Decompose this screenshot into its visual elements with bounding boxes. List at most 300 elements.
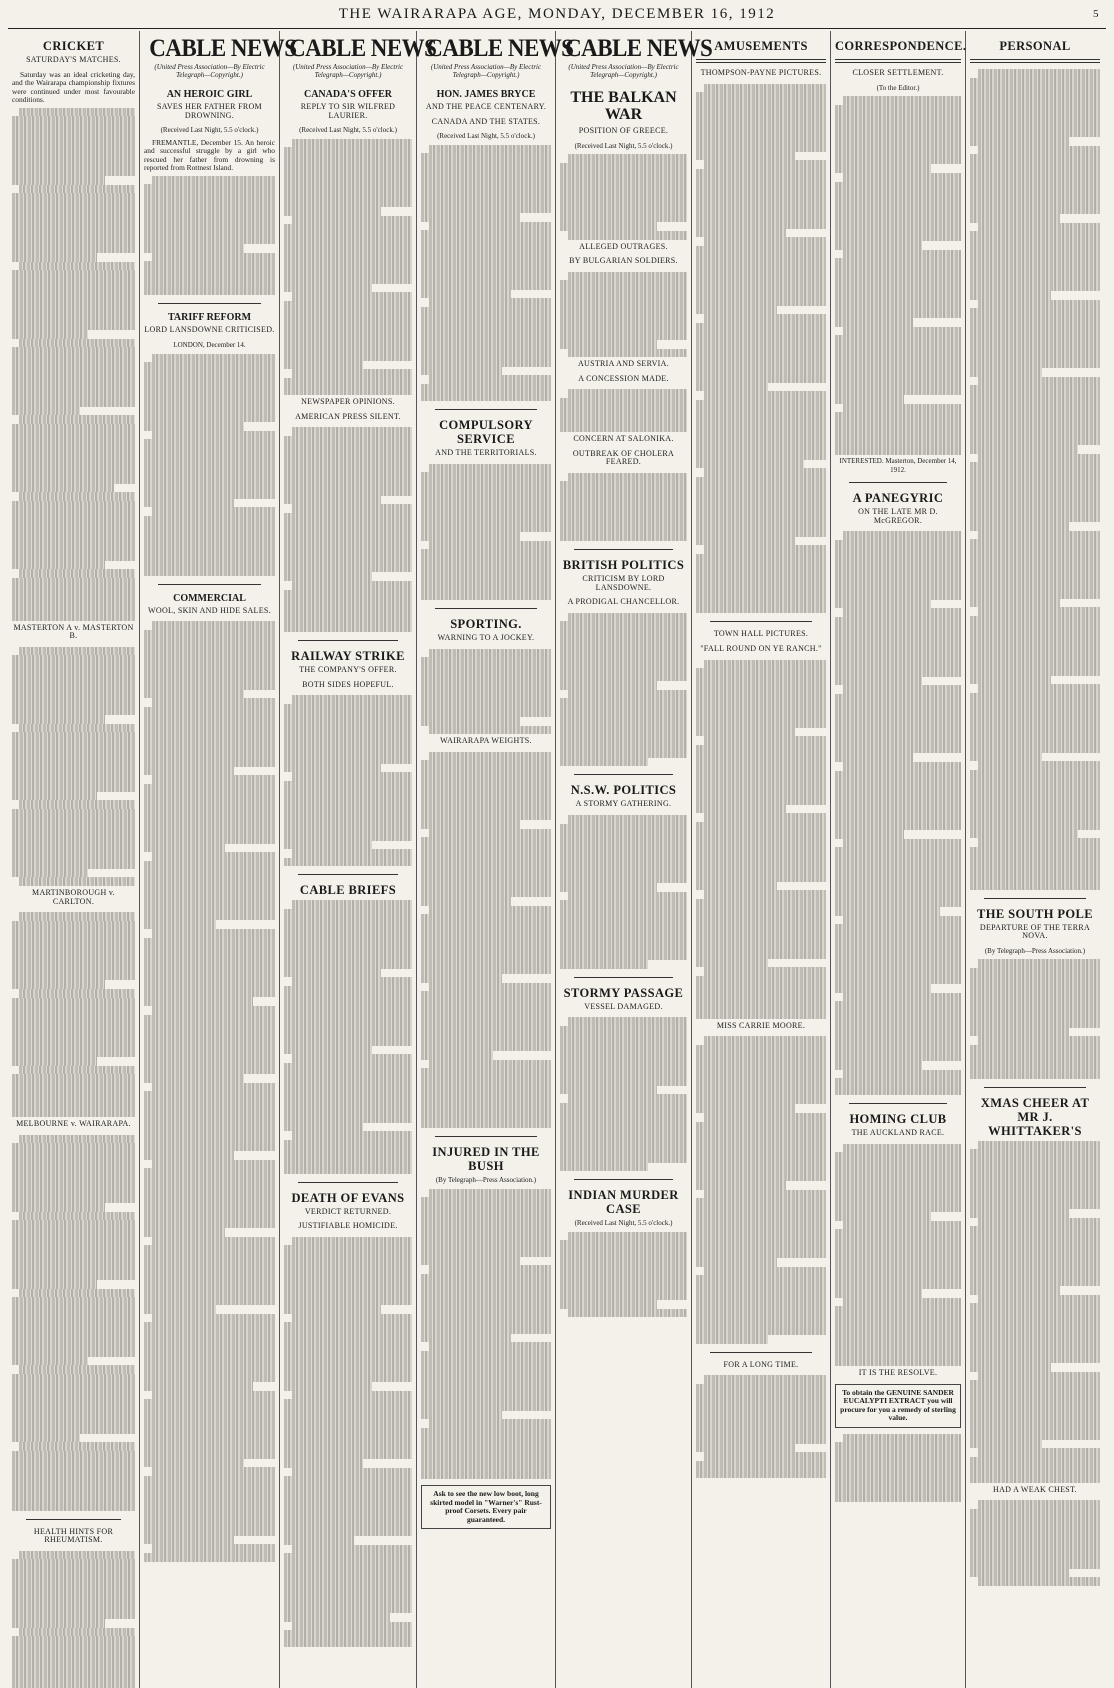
text-line: [843, 993, 961, 1002]
text-line: [284, 1305, 381, 1314]
cable-credit: (United Press Association—By Electric Telegraph—Copyright.): [154, 63, 265, 79]
text-line: [835, 899, 961, 908]
text-line: [560, 507, 687, 516]
subheading: CRITICISM BY LORD LANSDOWNE.: [582, 573, 665, 592]
text-line: [970, 813, 1100, 822]
text-line: [152, 1237, 275, 1246]
text-line: [560, 841, 687, 850]
text-line: [12, 1006, 135, 1015]
subheading: TOWN HALL PICTURES.: [713, 629, 809, 639]
text-line: [421, 1077, 551, 1086]
subheading: AUSTRIA AND SERVIA.: [577, 359, 670, 369]
subheading: JUSTIFIABLE HOMICIDE.: [298, 1221, 398, 1231]
text-line: [560, 331, 687, 340]
text-line: [978, 607, 1100, 616]
text-line: [284, 909, 412, 918]
text-line: [560, 1052, 687, 1061]
text-line: [284, 181, 412, 190]
text-line: [970, 248, 1100, 257]
text-line: [696, 1233, 826, 1242]
text-line: [284, 704, 412, 713]
text-line: [284, 1596, 412, 1605]
text-line: [704, 660, 826, 669]
text-line: [835, 1442, 961, 1451]
heading-cricket: CRICKET: [42, 39, 105, 53]
text-line: [560, 943, 687, 952]
text-line: [970, 1337, 1100, 1346]
text-line: [970, 985, 1100, 994]
text-line: [144, 673, 275, 682]
text-line: [284, 147, 412, 156]
text-line: [835, 805, 961, 814]
text-line: [152, 621, 275, 630]
text-line: [560, 732, 687, 741]
text-line: [421, 1462, 551, 1471]
dateline: (Received Last Night, 5.5 o'clock.): [299, 126, 397, 135]
text-line: [696, 839, 826, 848]
body-text: [560, 1232, 687, 1317]
text-line: [696, 1392, 826, 1401]
text-line: [421, 204, 551, 213]
text-line: [843, 839, 961, 848]
text-line: [421, 923, 551, 932]
text-line: [835, 438, 961, 447]
text-line: [696, 1156, 826, 1165]
text-line: [568, 389, 687, 398]
text-line: [429, 829, 551, 838]
text-line: [696, 1418, 826, 1427]
text-line: [421, 213, 520, 222]
text-line: [284, 1579, 412, 1588]
text-line: [696, 272, 826, 281]
text-line: [560, 866, 687, 875]
text-line: [421, 957, 551, 966]
text-line: [696, 477, 826, 486]
text-line: [284, 1245, 412, 1254]
text-line: [144, 1279, 275, 1288]
text-line: [835, 583, 961, 592]
text-line: [568, 1017, 687, 1026]
text-line: [835, 1272, 961, 1281]
text-line: [284, 590, 412, 599]
text-line: [144, 287, 275, 296]
text-line: [284, 284, 372, 293]
text-line: [12, 860, 135, 869]
text-line: [152, 176, 275, 185]
text-line: [970, 163, 1100, 172]
text-line: [12, 1049, 135, 1058]
text-line: [970, 1010, 1100, 1019]
text-line: [970, 154, 1100, 163]
text-line: [12, 1451, 135, 1460]
text-line: [144, 1442, 275, 1451]
text-line: [284, 241, 412, 250]
text-line: [284, 1587, 412, 1596]
text-line: [144, 801, 275, 810]
text-line: [696, 942, 826, 951]
text-line: [144, 1185, 275, 1194]
salutation: (To the Editor.): [876, 83, 920, 92]
heading-death-of-evans: DEATH OF EVANS: [291, 1190, 405, 1205]
column-amusements: [692, 31, 831, 1688]
text-line: [12, 980, 105, 989]
text-line: [19, 724, 135, 733]
text-line: [835, 105, 961, 114]
text-line: [284, 190, 412, 199]
body-text: [12, 647, 135, 886]
text-line: [696, 366, 826, 375]
text-line: [144, 1322, 275, 1331]
text-line: [284, 1037, 412, 1046]
text-line: [835, 540, 961, 549]
text-line: [12, 698, 135, 707]
text-line: [560, 935, 687, 944]
text-line: [284, 1020, 412, 1029]
text-line: [284, 344, 412, 353]
text-line: [970, 411, 1100, 420]
text-line: [284, 1097, 412, 1106]
text-line: [970, 590, 1100, 599]
text-line: [560, 960, 648, 969]
heading-personal: PERSONAL: [999, 39, 1071, 53]
text-line: [284, 1502, 412, 1511]
text-line: [970, 180, 1100, 189]
text-line: [696, 169, 826, 178]
text-line: [421, 1445, 551, 1454]
text-line: [144, 525, 275, 534]
text-line: [144, 1450, 275, 1459]
subheading: HAD A WEAK CHEST.: [993, 1484, 1077, 1494]
text-line: [696, 1070, 826, 1079]
text-line: [970, 334, 1100, 343]
text-line: [421, 575, 551, 584]
text-line: [421, 1283, 551, 1292]
column-cricket: [8, 31, 140, 1688]
text-line: [144, 903, 275, 912]
text-line: [704, 545, 826, 554]
text-line: [144, 835, 275, 844]
text-line: [284, 1613, 390, 1622]
text-line: [12, 1645, 135, 1654]
text-line: [560, 672, 687, 681]
text-line: [284, 615, 412, 624]
heading-heroic-girl: AN HEROIC GIRL: [166, 89, 253, 100]
text-line: [696, 135, 826, 144]
text-line: [835, 344, 961, 353]
text-line: [560, 749, 687, 758]
text-line: [144, 869, 275, 878]
text-line: [284, 1105, 412, 1114]
text-line: [835, 1468, 961, 1477]
heading-sporting: SPORTING.: [450, 617, 522, 632]
text-line: [292, 581, 412, 590]
text-line: [696, 668, 826, 677]
text-line: [970, 881, 1100, 890]
text-line: [284, 1165, 412, 1174]
text-line: [12, 1023, 135, 1032]
text-line: [696, 434, 826, 443]
text-line: [843, 1144, 961, 1153]
text-line: [978, 838, 1100, 847]
body-text: [970, 959, 1100, 1079]
text-line: [12, 219, 135, 228]
text-line: [970, 659, 1100, 668]
text-line: [560, 532, 687, 541]
text-line: [568, 1232, 687, 1241]
text-line: [12, 1015, 135, 1024]
text-line: [284, 1485, 412, 1494]
subheading: NEWSPAPER OPINIONS.: [301, 397, 395, 407]
text-line: [421, 666, 551, 675]
text-line: [284, 994, 412, 1003]
text-line: [12, 1074, 135, 1083]
text-line: [144, 219, 275, 228]
paragraph-lead: Saturday was an ideal cricketing day, and the Wairarapa championship fixtures were continued under most favourable conditions.: [12, 69, 135, 105]
body-text: [835, 1434, 961, 1502]
text-line: [696, 1250, 826, 1259]
text-line: [704, 1452, 826, 1461]
text-line: [970, 1045, 1100, 1054]
heading-south-pole: THE SOUTH POLE: [976, 906, 1094, 921]
text-line: [970, 701, 1100, 710]
text-line: [421, 247, 551, 256]
text-line: [696, 1173, 826, 1182]
text-line: [152, 431, 275, 440]
text-line: [144, 784, 275, 793]
text-line: [835, 967, 961, 976]
text-line: [284, 1063, 412, 1072]
text-line: [144, 1134, 275, 1143]
text-line: [12, 125, 135, 134]
text-line: [284, 1157, 412, 1166]
text-line: [970, 993, 1100, 1002]
text-line: [835, 788, 961, 797]
text-line: [560, 724, 687, 733]
text-line: [12, 321, 135, 330]
text-line: [970, 787, 1100, 796]
text-line: [696, 254, 826, 263]
text-line: [696, 1224, 826, 1233]
text-line: [12, 929, 135, 938]
text-line: [144, 656, 275, 665]
text-line: [843, 608, 961, 617]
text-line: [421, 1051, 493, 1060]
text-line: [835, 668, 961, 677]
text-line: [12, 1408, 135, 1417]
text-line: [835, 1195, 961, 1204]
text-line: [835, 310, 961, 319]
body-text: [560, 389, 687, 432]
text-line: [835, 429, 961, 438]
text-line: [292, 977, 412, 986]
text-line: [12, 1568, 135, 1577]
text-line: [144, 750, 275, 759]
text-line: [12, 116, 135, 125]
text-line: [696, 925, 826, 934]
text-line: [12, 972, 135, 981]
text-line: [970, 710, 1100, 719]
text-line: [12, 475, 135, 484]
text-line: [284, 952, 412, 961]
text-line: [843, 685, 961, 694]
text-line: [970, 847, 1100, 856]
text-line: [284, 1630, 412, 1639]
text-line: [12, 142, 135, 151]
text-line: [421, 1102, 551, 1111]
text-line: [696, 425, 826, 434]
text-line: [970, 1552, 1100, 1561]
text-line: [978, 300, 1100, 309]
text-line: [696, 1216, 826, 1225]
text-line: [560, 490, 687, 499]
text-line: [144, 938, 275, 947]
text-line: [696, 562, 826, 571]
text-line: [568, 154, 687, 163]
text-line: [421, 837, 551, 846]
subheading: A PRODIGAL CHANCELLOR.: [567, 597, 680, 607]
text-line: [560, 188, 687, 197]
body-text: [12, 1135, 135, 1511]
text-line: [835, 1001, 961, 1010]
text-line: [12, 938, 135, 947]
text-line: [696, 331, 826, 340]
text-line: [12, 296, 135, 305]
text-line: [560, 1034, 687, 1043]
text-line: [12, 441, 135, 450]
text-line: [696, 694, 826, 703]
text-line: [704, 1267, 826, 1276]
text-line: [429, 752, 551, 761]
text-line: [970, 343, 1100, 352]
text-line: [421, 1197, 551, 1206]
text-line: [144, 193, 275, 202]
text-line: [284, 258, 412, 267]
text-line: [12, 1434, 80, 1443]
text-line: [292, 1622, 412, 1631]
text-line: [696, 1241, 826, 1250]
body-text: [560, 1017, 687, 1171]
text-line: [144, 630, 275, 639]
text-line: [568, 272, 687, 281]
body-text: [835, 531, 961, 1095]
text-line: [12, 852, 135, 861]
text-line: [144, 920, 216, 929]
text-line: [970, 633, 1100, 642]
text-line: [421, 393, 551, 402]
text-line: [284, 1416, 412, 1425]
text-line: [560, 306, 687, 315]
text-line: [835, 753, 913, 762]
text-line: [421, 760, 551, 769]
dateline: (By Telegraph—Press Association.): [435, 1175, 537, 1184]
text-line: [421, 187, 551, 196]
text-line: [284, 721, 412, 730]
text-line: [144, 1271, 275, 1280]
text-line: [292, 216, 412, 225]
text-line: [12, 1400, 135, 1409]
text-line: [560, 1111, 687, 1120]
text-line: [12, 150, 135, 159]
text-line: [421, 350, 551, 359]
text-line: [696, 502, 826, 511]
text-line: [284, 960, 412, 969]
text-line: [970, 206, 1100, 215]
text-line: [421, 803, 551, 812]
text-line: [144, 413, 275, 422]
heading-commercial: COMMERCIAL: [173, 592, 246, 604]
text-line: [292, 369, 412, 378]
text-line: [835, 1204, 961, 1213]
text-line: [696, 1079, 826, 1088]
text-line: [12, 843, 135, 852]
text-line: [144, 1203, 275, 1212]
text-line: [696, 1444, 795, 1453]
text-line: [421, 914, 551, 923]
divider: [835, 59, 961, 63]
text-line: [560, 297, 687, 306]
text-line: [560, 1249, 687, 1258]
text-line: [284, 1425, 412, 1434]
body-text: [970, 69, 1100, 890]
text-line: [696, 143, 826, 152]
text-line: [704, 1190, 826, 1199]
text-line: [970, 625, 1100, 634]
text-line: [421, 1436, 551, 1445]
text-line: [970, 642, 1100, 651]
text-line: [12, 732, 135, 741]
text-line: [560, 664, 687, 673]
text-line: [978, 959, 1100, 968]
text-line: [696, 528, 826, 537]
text-line: [560, 1266, 687, 1275]
text-line: [696, 349, 826, 358]
text-line: [970, 1534, 1100, 1543]
text-line: [12, 955, 135, 964]
text-line: [835, 1494, 961, 1503]
text-line: [696, 702, 826, 711]
text-line: [568, 1309, 687, 1318]
text-line: [835, 1306, 961, 1315]
text-line: [284, 1271, 412, 1280]
text-line: [835, 224, 961, 233]
text-line: [12, 741, 135, 750]
text-line: [12, 1460, 135, 1469]
text-line: [843, 762, 961, 771]
text-line: [560, 1026, 687, 1035]
text-line: [421, 1214, 551, 1223]
text-line: [421, 974, 502, 983]
divider: [435, 1136, 537, 1137]
text-line: [835, 822, 961, 831]
text-line: [429, 1265, 551, 1274]
text-line: [12, 1477, 135, 1486]
body-text: [284, 427, 412, 632]
text-line: [421, 264, 551, 273]
text-line: [835, 779, 961, 788]
text-line: [421, 256, 551, 265]
text-line: [696, 771, 826, 780]
text-line: [696, 1096, 826, 1105]
body-text: [696, 1375, 826, 1478]
text-line: [978, 1577, 1100, 1586]
text-line: [421, 1008, 551, 1017]
text-line: [970, 1569, 1069, 1578]
column-personal: [966, 31, 1104, 1688]
text-line: [970, 872, 1100, 881]
text-line: [696, 118, 826, 127]
column-cable-news-2: [280, 31, 437, 1688]
text-line: [560, 481, 687, 490]
